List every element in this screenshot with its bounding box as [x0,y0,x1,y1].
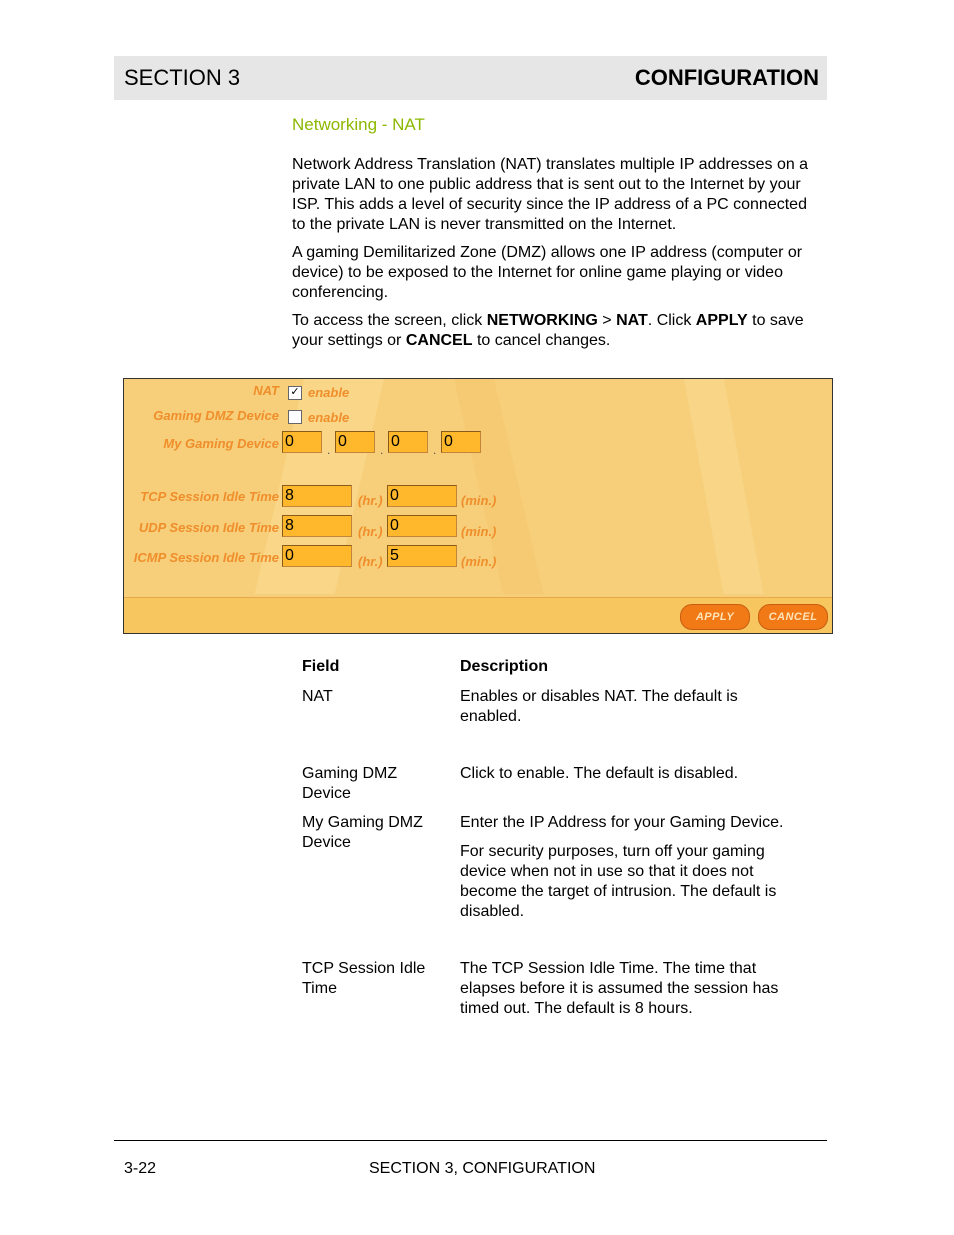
gaming-dmz-label: Gaming DMZ Device [153,408,279,423]
ip-separator: . [433,443,437,457]
page-number: 3-22 [124,1160,157,1177]
footer-divider [114,1140,827,1141]
icmp-minutes-input[interactable]: 5 [387,545,457,567]
tcp-idle-label: TCP Session Idle Time [140,489,279,504]
ip-octet-2-input[interactable]: 0 [335,431,375,453]
icmp-hours-input[interactable]: 0 [282,545,352,567]
dmz-enable-checkbox[interactable] [288,410,302,424]
table-row-description: The TCP Session Idle Time. The time that elapses before it is assumed the session has timed out. The default is 8 hours. [460,960,779,1017]
table-row-description: Enter the IP Address for your Gaming Device. [460,814,784,831]
icmp-idle-label: ICMP Session Idle Time [133,550,279,565]
table-row-field: NAT [302,688,333,705]
footer-section-title: SECTION 3, CONFIGURATION [369,1160,596,1177]
page-subheading: Networking - NAT [292,115,425,134]
column-header-field: Field [302,658,340,675]
table-row-description: Enables or disables NAT. The default is enabled. [460,688,738,725]
tcp-hours-input[interactable]: 8 [282,485,352,507]
section-title: CONFIGURATION [634,65,819,90]
my-gaming-device-label: My Gaming Device [163,436,279,451]
hours-unit: (hr.) [358,554,383,569]
table-row-field: TCP Session Idle Time [302,960,426,997]
apply-button[interactable]: APPLY [680,604,750,630]
section-number: SECTION 3 [124,65,241,90]
intro-paragraph: Network Address Translation (NAT) translates multiple IP addresses on a private LAN to one public address that is sent out to the Internet by your ISP. This adds a level of security since the IP address of a PC connected to the private LAN is never transmitted on the Internet. [292,156,809,233]
ip-octet-1-input[interactable]: 0 [282,431,322,453]
nat-enable-label: enable [308,385,350,400]
hours-unit: (hr.) [358,493,383,508]
table-row-description: Click to enable. The default is disabled. [460,765,739,782]
minutes-unit: (min.) [461,493,497,508]
table-row-description-note: For security purposes, turn off your gaming device when not in use so that it does not become the target of intrusion. The default is disabled. [460,843,777,920]
table-row-field: My Gaming DMZ Device [302,814,423,851]
hours-unit: (hr.) [358,524,383,539]
table-row-field: Gaming DMZ Device [302,765,398,802]
access-paragraph: To access the screen, click NETWORKING > NAT. Click APPLY to save your settings or CANCEL to cancel changes. [292,312,804,349]
dmz-enable-label: enable [308,410,350,425]
nat-settings-panel [123,378,833,634]
ip-separator: . [327,443,331,457]
minutes-unit: (min.) [461,524,497,539]
column-header-description: Description [460,658,549,675]
ip-octet-4-input[interactable]: 0 [441,431,481,453]
cancel-button[interactable]: CANCEL [758,604,828,630]
udp-hours-input[interactable]: 8 [282,515,352,537]
udp-idle-label: UDP Session Idle Time [138,520,279,535]
ip-octet-3-input[interactable]: 0 [388,431,428,453]
minutes-unit: (min.) [461,554,497,569]
dmz-paragraph: A gaming Demilitarized Zone (DMZ) allows one IP address (computer or device) to be exposed to the Internet for online game playing or video conferencing. [292,244,803,301]
ip-separator: . [380,443,384,457]
tcp-minutes-input[interactable]: 0 [387,485,457,507]
section-header [114,56,827,100]
udp-minutes-input[interactable]: 0 [387,515,457,537]
nat-enable-checkbox[interactable]: ✓ [288,386,302,400]
nat-label: NAT [253,383,279,398]
